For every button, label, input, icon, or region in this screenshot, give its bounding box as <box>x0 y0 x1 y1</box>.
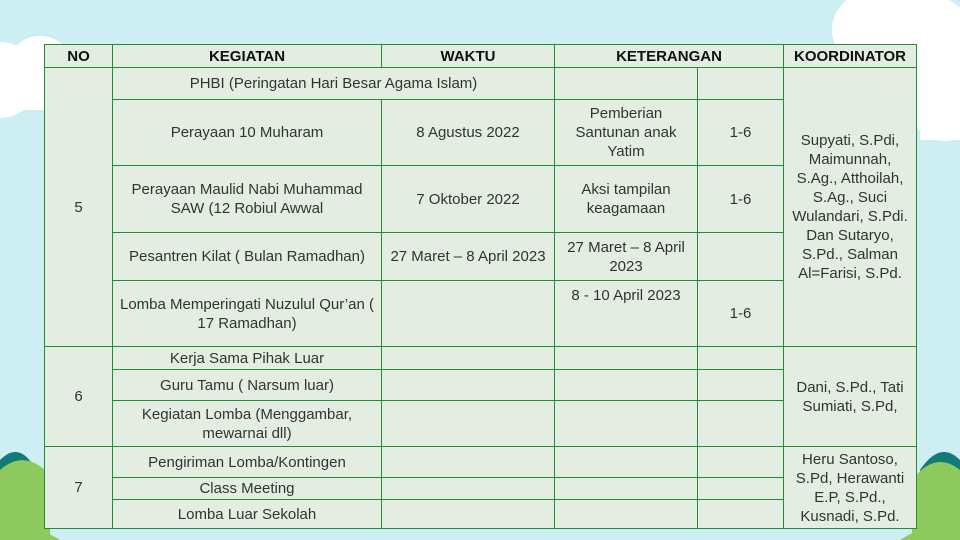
table-row <box>45 447 917 478</box>
cell-kegiatan: Perayaan 10 Muharam <box>113 100 382 166</box>
cell-kelas <box>698 478 784 500</box>
cell-waktu <box>382 370 555 401</box>
cell-waktu <box>382 500 555 529</box>
cell-keterangan <box>555 401 698 447</box>
cell-waktu <box>382 478 555 500</box>
cell-waktu: 27 Maret – 8 April 2023 <box>382 233 555 281</box>
cell-waktu <box>382 347 555 370</box>
cell-keterangan: 27 Maret – 8 April 2023 <box>555 233 698 281</box>
cell-koordinator: Supyati, S.Pdi, Maimunnah, S.Ag., Atthoilah, S.Ag., Suci Wulandari, S.Pdi. Dan Sutaryo, S.Pd., Salman Al=Farisi, S.Pd. <box>784 68 917 347</box>
schedule-table <box>44 44 917 529</box>
cell-kelas <box>698 370 784 401</box>
header-no: NO <box>45 45 113 68</box>
cell-kelas: 1-6 <box>698 100 784 166</box>
cell-no: 7 <box>45 447 113 529</box>
header-koordinator: KOORDINATOR <box>784 45 917 68</box>
cell-koordinator: Heru Santoso, S.Pd, Herawanti E.P, S.Pd., Kusnadi, S.Pd. <box>784 447 917 529</box>
cell-kelas <box>698 447 784 478</box>
cell-keterangan: Pemberian Santunan anak Yatim <box>555 100 698 166</box>
cell-keterangan: 8 - 10 April 2023 <box>555 281 698 347</box>
cell-kegiatan: Pengiriman Lomba/Kontingen <box>113 447 382 478</box>
cell-kegiatan: Pesantren Kilat ( Bulan Ramadhan) <box>113 233 382 281</box>
cell-keterangan <box>555 500 698 529</box>
cell-kegiatan: PHBI (Peringatan Hari Besar Agama Islam) <box>113 68 555 100</box>
cell-koordinator: Dani, S.Pd., Tati Sumiati, S.Pd, <box>784 347 917 447</box>
cell-keterangan <box>555 370 698 401</box>
cell-keterangan <box>555 68 698 100</box>
cell-keterangan <box>555 478 698 500</box>
cell-kelas <box>698 347 784 370</box>
cell-kelas <box>698 500 784 529</box>
table-row <box>45 347 917 370</box>
cell-keterangan: Aksi tampilan keagamaan <box>555 166 698 233</box>
cell-waktu <box>382 447 555 478</box>
cell-kelas <box>698 233 784 281</box>
cell-waktu: 8 Agustus 2022 <box>382 100 555 166</box>
cell-waktu: 7 Oktober 2022 <box>382 166 555 233</box>
cell-kelas: 1-6 <box>698 166 784 233</box>
cell-kelas: 1-6 <box>698 281 784 347</box>
cell-waktu <box>382 401 555 447</box>
cell-kegiatan: Lomba Luar Sekolah <box>113 500 382 529</box>
header-row <box>45 45 917 68</box>
cell-kelas <box>698 68 784 100</box>
table-row <box>45 68 917 100</box>
cell-kegiatan: Guru Tamu ( Narsum luar) <box>113 370 382 401</box>
cell-no: 6 <box>45 347 113 447</box>
cell-kegiatan: Lomba Memperingati Nuzulul Qur’an ( 17 Ramadhan) <box>113 281 382 347</box>
cell-kelas <box>698 401 784 447</box>
cell-kegiatan: Class Meeting <box>113 478 382 500</box>
cell-kegiatan: Kegiatan Lomba (Menggambar, mewarnai dll) <box>113 401 382 447</box>
header-kegiatan: KEGIATAN <box>113 45 382 68</box>
cell-no: 5 <box>45 68 113 347</box>
header-keterangan: KETERANGAN <box>555 45 784 68</box>
cell-keterangan <box>555 447 698 478</box>
header-waktu: WAKTU <box>382 45 555 68</box>
cell-kegiatan: Kerja Sama Pihak Luar <box>113 347 382 370</box>
cell-kegiatan: Perayaan Maulid Nabi Muhammad SAW (12 Robiul Awwal <box>113 166 382 233</box>
cell-waktu <box>382 281 555 347</box>
cell-keterangan <box>555 347 698 370</box>
